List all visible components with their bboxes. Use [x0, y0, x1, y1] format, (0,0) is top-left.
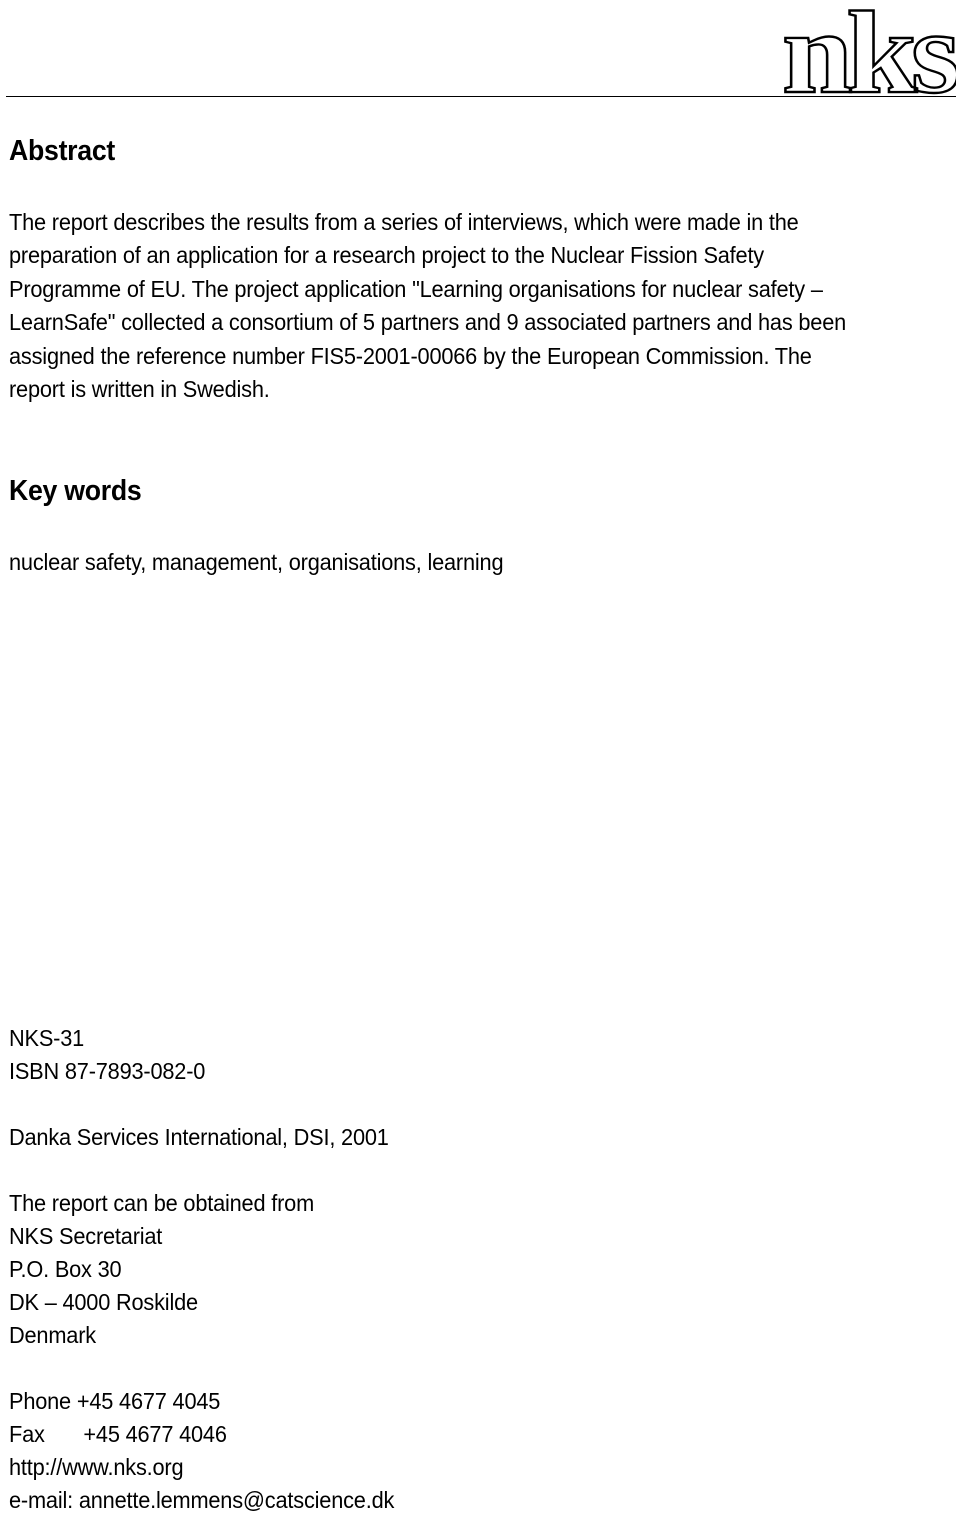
- abstract-heading: Abstract: [9, 135, 116, 167]
- email-link[interactable]: e-mail: annette.lemmens@catscience.dk: [9, 1487, 395, 1513]
- abstract-body: [9, 206, 846, 406]
- abstract-line: report is written in Swedish.: [9, 376, 270, 403]
- abstract-line: assigned the reference number FIS5-2001-00066 by the European Commission. The: [9, 342, 812, 369]
- keywords-text: nuclear safety, management, organisations, learning: [9, 549, 504, 575]
- nks-logo-icon: [782, 4, 956, 96]
- organisation: NKS Secretariat: [9, 1223, 163, 1249]
- phone: Phone +45 4677 4045: [9, 1388, 221, 1414]
- fax: [9, 1420, 227, 1448]
- keywords-heading: Key words: [9, 475, 142, 507]
- report-number: NKS-31: [9, 1025, 85, 1051]
- printer: Danka Services International, DSI, 2001: [9, 1124, 389, 1150]
- abstract-line: Programme of EU. The project application "Learning organisations for nuclear safety –: [9, 275, 823, 302]
- isbn: ISBN 87-7893-082-0: [9, 1058, 206, 1084]
- fax-number: +45 4677 4046: [83, 1421, 227, 1447]
- abstract-line: The report describes the results from a series of interviews, which were made in the: [9, 209, 799, 235]
- obtain-intro: The report can be obtained from: [9, 1190, 315, 1216]
- po-box: P.O. Box 30: [9, 1256, 122, 1282]
- header-divider: [6, 96, 956, 97]
- country: Denmark: [9, 1322, 96, 1348]
- city: DK – 4000 Roskilde: [9, 1289, 198, 1315]
- abstract-line: LearnSafe" collected a consortium of 5 partners and 9 associated partners and has been: [9, 309, 847, 336]
- abstract-line: preparation of an application for a research project to the Nuclear Fission Safety: [9, 242, 765, 269]
- website-link[interactable]: http://www.nks.org: [9, 1454, 184, 1480]
- fax-label: Fax: [9, 1421, 45, 1447]
- logo-text: nks: [782, 4, 956, 96]
